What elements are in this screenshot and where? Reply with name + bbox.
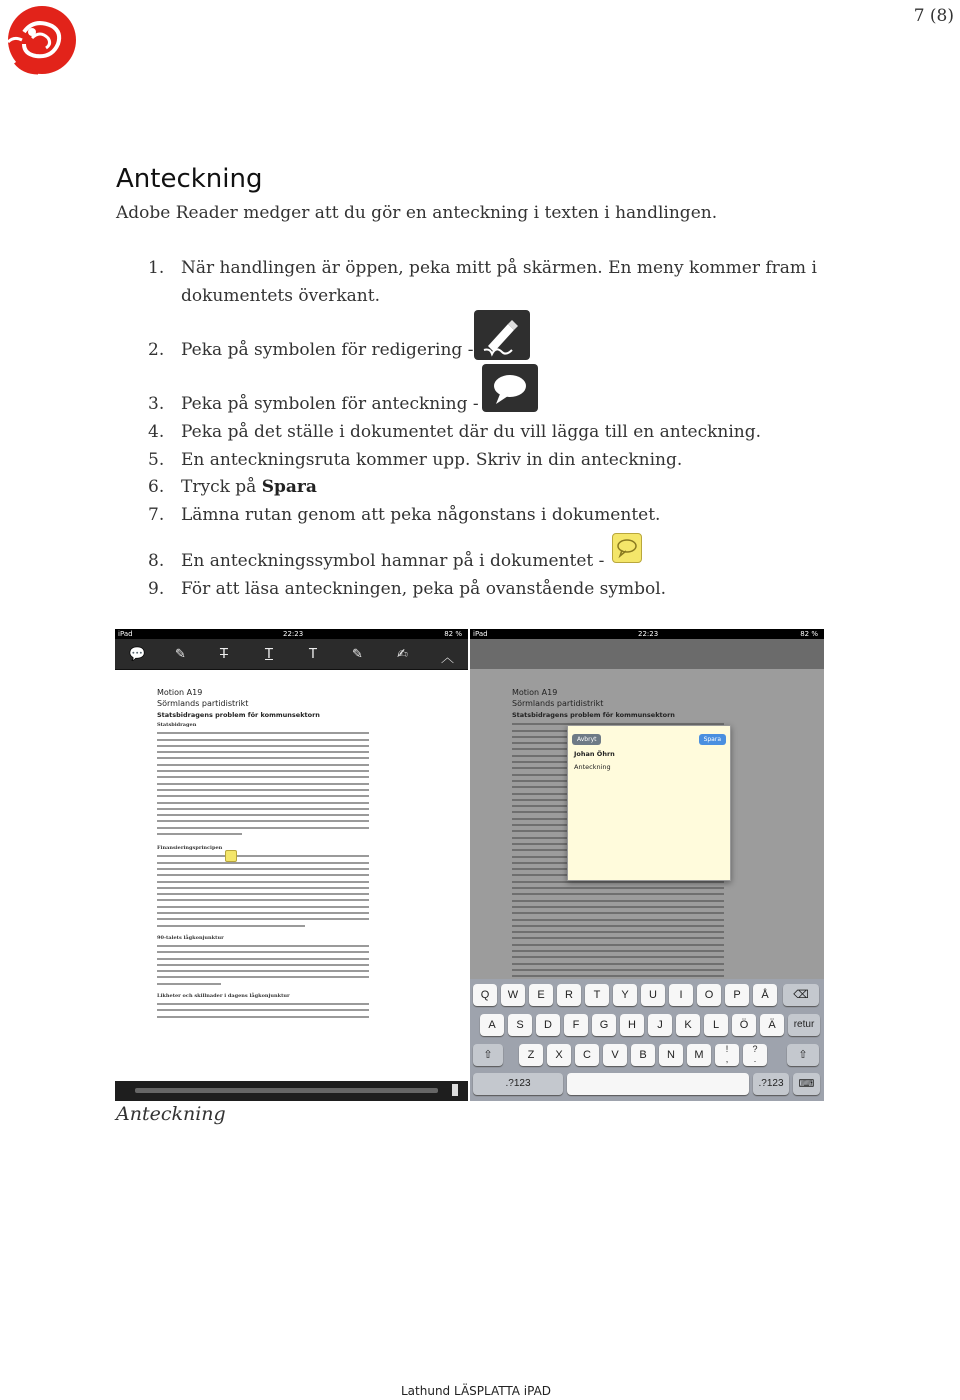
key-i[interactable]: I — [669, 984, 693, 1006]
reader-toolbar — [115, 639, 468, 670]
key-k[interactable]: K — [676, 1014, 700, 1036]
ipad-screenshot-note-editor — [470, 629, 824, 1101]
key-u[interactable]: U — [641, 984, 665, 1006]
numbers-key[interactable]: .?123 — [753, 1073, 789, 1095]
cancel-button[interactable]: Avbryt — [572, 734, 601, 745]
key-t[interactable]: T — [585, 984, 609, 1006]
key-c[interactable]: C — [575, 1044, 599, 1066]
step-8: 8. En anteckningssymbol hamnar på i dokumentet - — [148, 551, 605, 571]
page-scrubber-bar — [115, 1081, 468, 1101]
key-j[interactable]: J — [648, 1014, 672, 1036]
page-footer: Lathund LÄSPLATTA iPAD — [401, 1384, 552, 1398]
key-b[interactable]: B — [631, 1044, 655, 1066]
collapse-toolbar-icon[interactable]: ︿ — [441, 651, 455, 666]
key-w[interactable]: W — [501, 984, 525, 1006]
text-tool-icon[interactable]: T — [309, 647, 317, 662]
page-number: 7 (8) — [913, 6, 954, 26]
step-9: 9. För att läsa anteckningen, peka på ovanstående symbol. — [148, 579, 667, 599]
strikeout-tool-icon[interactable]: T — [220, 647, 228, 662]
step-7: 7. Lämna rutan genom att peka någonstans i dokumentet. — [148, 505, 661, 525]
highlight-tool-icon[interactable]: ✎ — [175, 647, 186, 662]
key-h[interactable]: H — [620, 1014, 644, 1036]
step-3: 3. Peka på symbolen för anteckning - — [148, 394, 479, 414]
backspace-key-icon[interactable]: ⌫ — [783, 984, 819, 1006]
step-6: 6. Tryck på Spara — [148, 477, 317, 497]
key-p[interactable]: P — [725, 984, 749, 1006]
shift-key-icon[interactable]: ⇧ — [473, 1044, 503, 1066]
return-key[interactable]: retur — [788, 1014, 820, 1036]
space-key[interactable] — [567, 1073, 749, 1095]
save-button[interactable]: Spara — [699, 734, 726, 745]
key-g[interactable]: G — [592, 1014, 616, 1036]
key-n[interactable]: N — [659, 1044, 683, 1066]
draw-tool-icon[interactable]: ✎ — [352, 647, 363, 662]
key-a[interactable]: A — [480, 1014, 504, 1036]
step-2: 2. Peka på symbolen för redigering - — [148, 340, 474, 360]
document-page: Motion A19 Sörmlands partidistrikt Statsbidragens problem för kommunsektorn Statsbidragen Finansieringsprincipen 90-talets lågkonjunktur Likheter och skillnader i dagens lågkonjunktur — [157, 687, 369, 1018]
intro-text: Adobe Reader medger att du gör en anteckning i texten i handlingen. — [116, 203, 718, 223]
key-question-period[interactable]: ? . — [743, 1044, 767, 1066]
key-adiaeresis[interactable]: Ä — [760, 1014, 784, 1036]
status-bar: iPad 22:23 82 % — [470, 629, 824, 639]
signature-tool-icon[interactable]: ✍ — [397, 647, 408, 662]
hide-keyboard-key-icon[interactable]: ⌨ — [793, 1073, 820, 1095]
key-e[interactable]: E — [529, 984, 553, 1006]
key-v[interactable]: V — [603, 1044, 627, 1066]
key-y[interactable]: Y — [613, 984, 637, 1006]
key-s[interactable]: S — [508, 1014, 532, 1036]
key-f[interactable]: F — [564, 1014, 588, 1036]
step-5: 5. En anteckningsruta kommer upp. Skriv in din anteckning. — [148, 450, 683, 470]
key-x[interactable]: X — [547, 1044, 571, 1066]
status-bar: iPad 22:23 82 % — [115, 629, 468, 639]
speech-bubble-icon — [482, 364, 538, 412]
key-d[interactable]: D — [536, 1014, 560, 1036]
key-odiaeresis[interactable]: Ö — [732, 1014, 756, 1036]
step-4: 4. Peka på det ställe i dokumentet där du vill lägga till en anteckning. — [148, 422, 762, 442]
key-l[interactable]: L — [704, 1014, 728, 1036]
step-1-cont: dokumentets överkant. — [181, 286, 380, 306]
note-tool-icon[interactable]: 💬 — [129, 647, 146, 662]
underline-tool-icon[interactable]: T — [265, 647, 273, 662]
key-z[interactable]: Z — [519, 1044, 543, 1066]
numbers-key[interactable]: .?123 — [473, 1073, 563, 1095]
note-marker-icon — [612, 533, 642, 563]
note-text-field[interactable]: Anteckning — [574, 763, 611, 771]
key-q[interactable]: Q — [473, 984, 497, 1006]
section-heading: Anteckning — [116, 164, 263, 194]
edit-pencil-icon — [474, 310, 530, 360]
key-m[interactable]: M — [687, 1044, 711, 1066]
figure-caption: Anteckning — [116, 1103, 226, 1125]
page-scrubber[interactable] — [135, 1088, 438, 1093]
shift-key-icon[interactable]: ⇧ — [787, 1044, 819, 1066]
onscreen-keyboard — [470, 979, 824, 1101]
party-rose-logo — [2, 2, 78, 82]
ipad-screenshot-menu — [115, 629, 468, 1101]
key-r[interactable]: R — [557, 984, 581, 1006]
key-aring[interactable]: Å — [753, 984, 777, 1006]
key-exclaim-comma[interactable]: ! , — [715, 1044, 739, 1066]
reader-toolbar — [470, 639, 824, 669]
note-popup — [567, 725, 731, 881]
bookmark-icon[interactable] — [452, 1084, 458, 1096]
key-o[interactable]: O — [697, 984, 721, 1006]
note-marker-icon[interactable] — [225, 850, 237, 862]
step-1: 1. När handlingen är öppen, peka mitt på skärmen. En meny kommer fram i — [148, 258, 817, 278]
dimmed-document: Motion A19 Sörmlands partidistrikt Statsbidragens problem för kommunsektorn — [470, 669, 824, 979]
note-author: Johan Öhrn — [574, 750, 615, 758]
